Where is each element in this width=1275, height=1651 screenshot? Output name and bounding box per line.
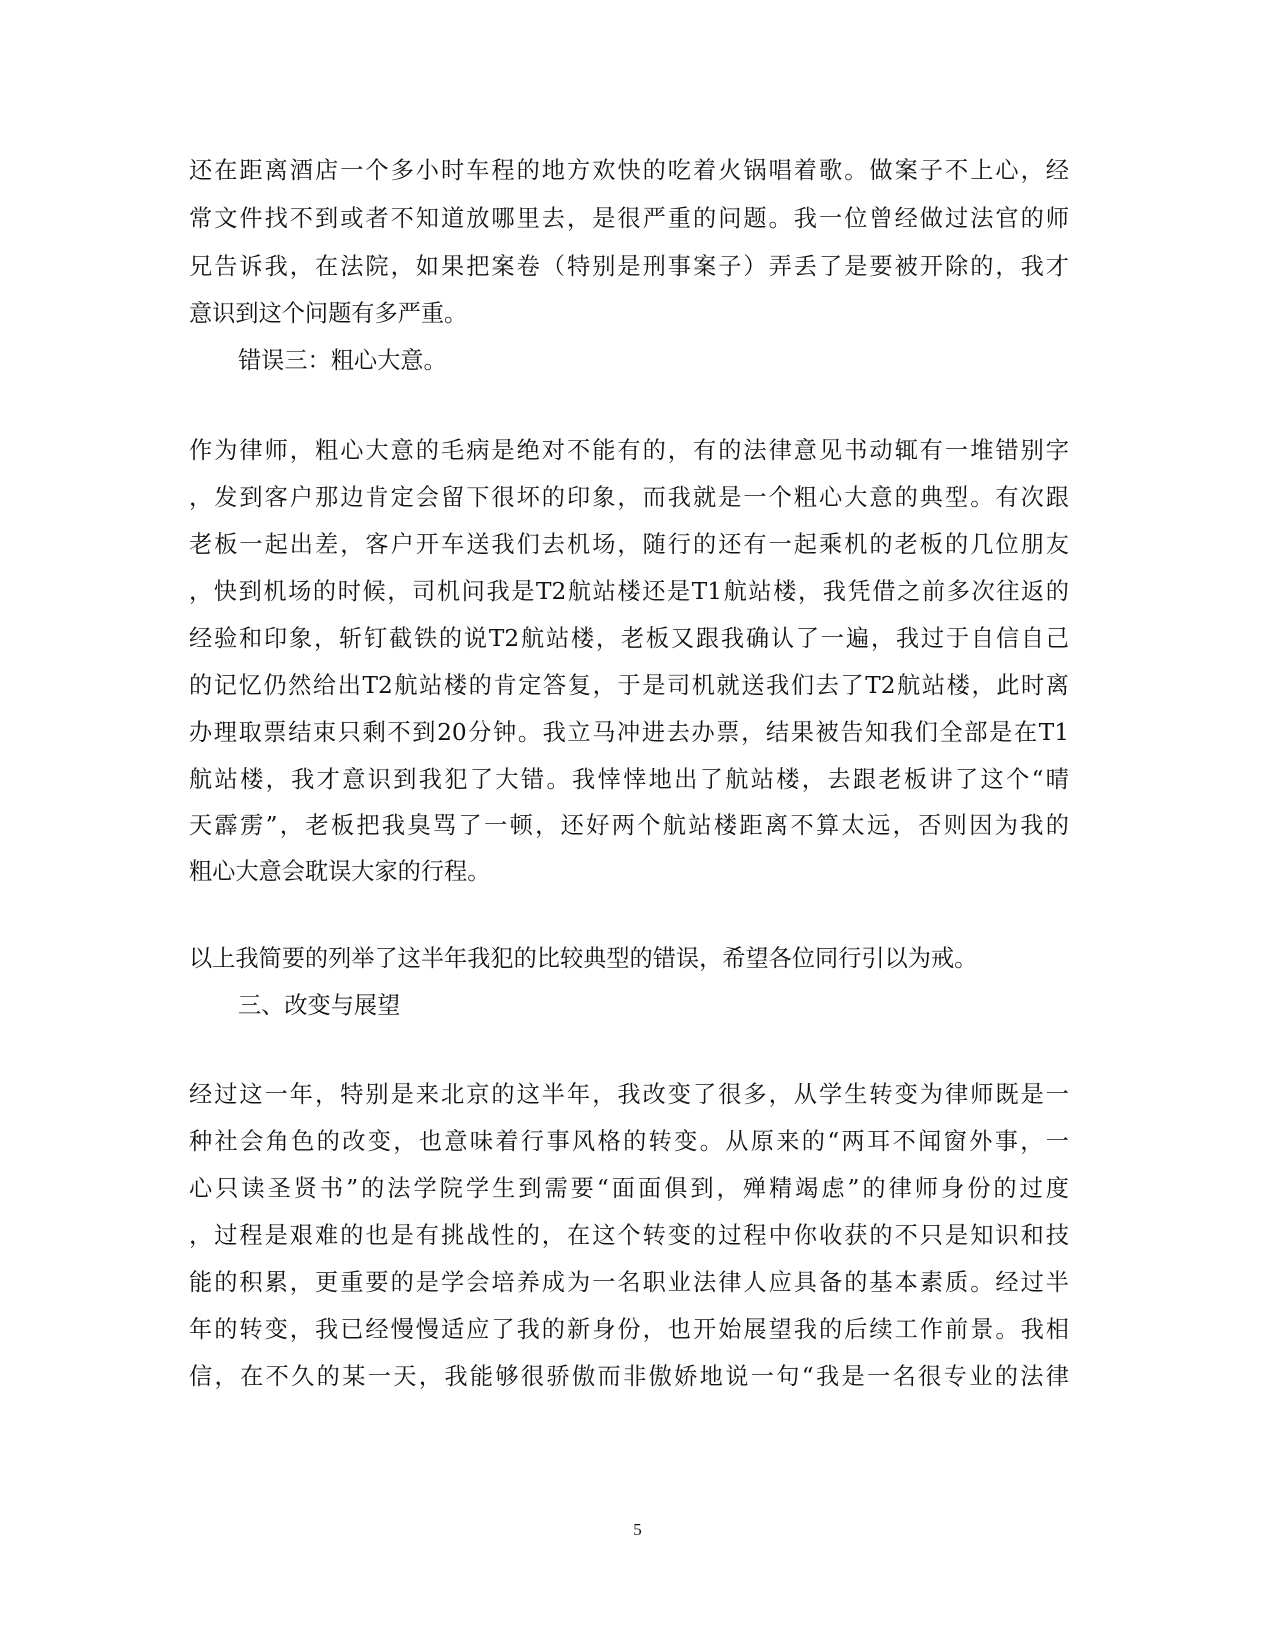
text-line: 以上我简要的列举了这半年我犯的比较典型的错误，希望各位同行引以为戒。 <box>189 945 978 972</box>
text-line: 经过这一年，特别是来北京的这半年，我改变了很多，从学生转变为律师既是一 <box>189 1081 1069 1108</box>
text-line: ，过程是艰难的也是有挑战性的，在这个转变的过程中你收获的不只是知识和技 <box>189 1222 1069 1249</box>
text-line: ，快到机场的时候，司机问我是T2航站楼还是T1航站楼，我凭借之前多次往返的 <box>189 578 1069 605</box>
text-line: 兄告诉我，在法院，如果把案卷（特别是刑事案子）弄丢了是要被开除的，我才 <box>189 253 1069 280</box>
text-line: 作为律师，粗心大意的毛病是绝对不能有的，有的法律意见书动辄有一堆错别字 <box>189 437 1069 464</box>
text-line: 航站楼，我才意识到我犯了大错。我悻悻地出了航站楼，去跟老板讲了这个“晴 <box>189 766 1069 793</box>
section-heading: 三、改变与展望 <box>238 992 401 1019</box>
text-line: 能的积累，更重要的是学会培养成为一名职业法律人应具备的基本素质。经过半 <box>189 1269 1069 1296</box>
text-line: 办理取票结束只剩不到20分钟。我立马冲进去办票，结果被告知我们全部是在T1 <box>189 719 1069 746</box>
text-line: 经验和印象，斩钉截铁的说T2航站楼，老板又跟我确认了一遍，我过于自信自己 <box>189 625 1069 652</box>
text-line: 种社会角色的改变，也意味着行事风格的转变。从原来的“两耳不闻窗外事，一 <box>189 1128 1069 1155</box>
text-line: ，发到客户那边肯定会留下很坏的印象，而我就是一个粗心大意的典型。有次跟 <box>189 484 1069 511</box>
text-line: 意识到这个问题有多严重。 <box>189 300 468 327</box>
text-line: 信，在不久的某一天，我能够很骄傲而非傲娇地说一句“我是一名很专业的法律 <box>189 1363 1069 1390</box>
text-line: 老板一起出差，客户开车送我们去机场，随行的还有一起乘机的老板的几位朋友 <box>189 531 1069 558</box>
section-heading: 错误三：粗心大意。 <box>238 347 447 374</box>
text-line: 的记忆仍然给出T2航站楼的肯定答复，于是司机就送我们去了T2航站楼，此时离 <box>189 672 1069 699</box>
text-line: 粗心大意会耽误大家的行程。 <box>189 858 491 885</box>
text-line: 还在距离酒店一个多小时车程的地方欢快的吃着火锅唱着歌。做案子不上心，经 <box>189 157 1069 184</box>
page-number: 5 <box>633 1520 642 1539</box>
text-line: 常文件找不到或者不知道放哪里去，是很严重的问题。我一位曾经做过法官的师 <box>189 205 1069 232</box>
text-line: 天霹雳”，老板把我臭骂了一顿，还好两个航站楼距离不算太远，否则因为我的 <box>189 812 1069 839</box>
text-line: 心只读圣贤书”的法学院学生到需要“面面俱到，殚精竭虑”的律师身份的过度 <box>189 1175 1069 1202</box>
text-line: 年的转变，我已经慢慢适应了我的新身份，也开始展望我的后续工作前景。我相 <box>189 1316 1069 1343</box>
